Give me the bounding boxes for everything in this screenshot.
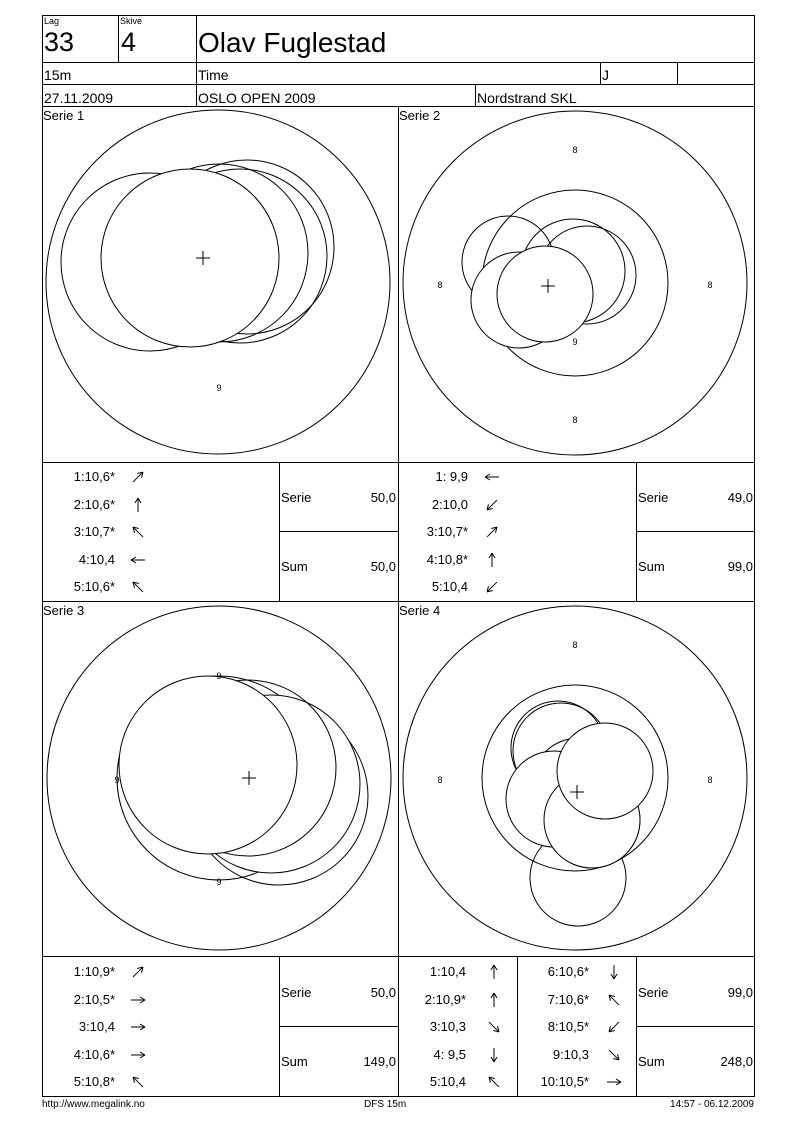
shot-label: 4:10,4 <box>78 551 115 567</box>
shot-direction-arrow-icon <box>130 990 146 1011</box>
shot-label: 4:10,8* <box>426 551 468 567</box>
serie-2-serie-label: Serie <box>638 490 669 505</box>
target-serie-2 <box>398 106 754 462</box>
serie-4-serie-label: Serie <box>638 985 669 1000</box>
serie-3-sum-label: Sum <box>281 1054 308 1069</box>
shot-label: 5:10,6* <box>73 579 115 594</box>
lag-label: Lag <box>44 16 60 26</box>
shot-direction-arrow-icon <box>130 467 146 488</box>
shot-label: 1:10,9* <box>73 964 115 979</box>
serie-3-sum-value: 149,0 <box>363 1054 396 1069</box>
ring-label: 9 <box>572 337 578 347</box>
shot-label: 2:10,6* <box>73 496 115 512</box>
ring-label: 8 <box>707 280 713 290</box>
shot-direction-arrow-icon <box>130 550 146 571</box>
target-serie-4 <box>398 601 754 957</box>
shot-direction-arrow-icon <box>484 467 500 488</box>
shot-label: 1: 9,9 <box>435 469 468 484</box>
shot-label: 5:10,4 <box>429 1074 466 1089</box>
ring-label: 8 <box>572 640 578 650</box>
shot-label: 4:10,6* <box>73 1046 115 1062</box>
program: Time <box>198 67 229 83</box>
shot-direction-arrow-icon <box>606 990 622 1011</box>
club: Nordstrand SKL <box>477 90 577 106</box>
ring-label: 9 <box>216 671 222 681</box>
target-serie-1 <box>42 106 398 462</box>
serie-3-serie-label: Serie <box>281 985 312 1000</box>
ring-label: 8 <box>572 415 578 425</box>
target-serie-3 <box>42 601 398 957</box>
shot-label: 5:10,4 <box>431 579 468 594</box>
shot-label: 5:10,8* <box>73 1074 115 1089</box>
shot-direction-arrow-icon <box>606 1072 622 1093</box>
shot-label: 2:10,0 <box>431 496 468 512</box>
shot-label: 3:10,7* <box>426 524 468 539</box>
shot-direction-arrow-icon <box>130 1072 146 1093</box>
shot-direction-arrow-icon <box>130 1045 146 1066</box>
class: J <box>602 67 609 83</box>
shot-label: 2:10,5* <box>73 991 115 1007</box>
shot-label: 1:10,4 <box>429 964 466 979</box>
ring-label: 9 <box>216 383 222 393</box>
shot-direction-arrow-icon <box>484 577 500 598</box>
shot-direction-arrow-icon <box>606 962 622 983</box>
shot-label: 3:10,7* <box>73 524 115 539</box>
serie-2-sum-value: 99,0 <box>727 559 753 574</box>
shot-direction-arrow-icon <box>486 990 502 1011</box>
lag-value: 33 <box>44 27 75 57</box>
event: OSLO OPEN 2009 <box>198 90 316 106</box>
footer-program: DFS 15m <box>364 1099 407 1110</box>
distance: 15m <box>44 67 72 83</box>
shot-direction-arrow-icon <box>130 522 146 543</box>
serie-1-title: Serie 1 <box>43 108 85 123</box>
serie-4-serie-value: 99,0 <box>727 985 753 1000</box>
skive-value: 4 <box>121 27 137 57</box>
serie-2-sum-label: Sum <box>638 559 665 574</box>
shot-label: 1:10,6* <box>73 469 115 484</box>
shot-label: 4: 9,5 <box>433 1046 466 1062</box>
shot-direction-arrow-icon <box>484 550 500 571</box>
shot-direction-arrow-icon <box>606 1045 622 1066</box>
shot-label: 2:10,9* <box>424 991 466 1007</box>
serie-3-title: Serie 3 <box>43 603 85 618</box>
shot-direction-arrow-icon <box>484 522 500 543</box>
shot-label: 7:10,6* <box>547 991 589 1007</box>
serie-1-sum-label: Sum <box>281 559 308 574</box>
ring-label: 9 <box>114 775 120 785</box>
serie-2-title: Serie 2 <box>399 108 441 123</box>
shot-direction-arrow-icon <box>486 1072 502 1093</box>
shot-label: 3:10,4 <box>78 1019 115 1034</box>
shot-direction-arrow-icon <box>130 1017 146 1038</box>
serie-4-sum-value: 248,0 <box>720 1054 753 1069</box>
serie-4-sum-label: Sum <box>638 1054 665 1069</box>
shot-label: 6:10,6* <box>547 964 589 979</box>
footer-timestamp: 14:57 - 06.12.2009 <box>670 1099 754 1110</box>
ring-label: 8 <box>572 145 578 155</box>
serie-3-serie-value: 50,0 <box>370 985 396 1000</box>
shot-direction-arrow-icon <box>606 1017 622 1038</box>
serie-1-serie-label: Serie <box>281 490 312 505</box>
shot-direction-arrow-icon <box>484 495 500 516</box>
shot-label: 9:10,3 <box>552 1046 589 1062</box>
date: 27.11.2009 <box>44 90 114 106</box>
footer-url: http://www.megalink.no <box>42 1099 145 1110</box>
ring-label: 8 <box>707 775 713 785</box>
shot-direction-arrow-icon <box>486 1017 502 1038</box>
shot-direction-arrow-icon <box>486 1045 502 1066</box>
shot-label: 10:10,5* <box>540 1074 589 1089</box>
serie-1-sum-value: 50,0 <box>370 559 396 574</box>
serie-1-serie-value: 50,0 <box>370 490 396 505</box>
skive-label: Skive <box>120 16 143 26</box>
serie-2-serie-value: 49,0 <box>727 490 753 505</box>
ring-label: 9 <box>216 877 222 887</box>
ring-label: 8 <box>437 775 443 785</box>
serie-4-title: Serie 4 <box>399 603 441 618</box>
shot-direction-arrow-icon <box>130 495 146 516</box>
shot-label: 3:10,3 <box>429 1019 466 1034</box>
shooter-name: Olav Fuglestad <box>198 27 387 58</box>
shot-direction-arrow-icon <box>130 577 146 598</box>
shot-direction-arrow-icon <box>130 962 146 983</box>
shot-direction-arrow-icon <box>486 962 502 983</box>
shot-label: 8:10,5* <box>547 1019 589 1034</box>
ring-label: 8 <box>437 280 443 290</box>
